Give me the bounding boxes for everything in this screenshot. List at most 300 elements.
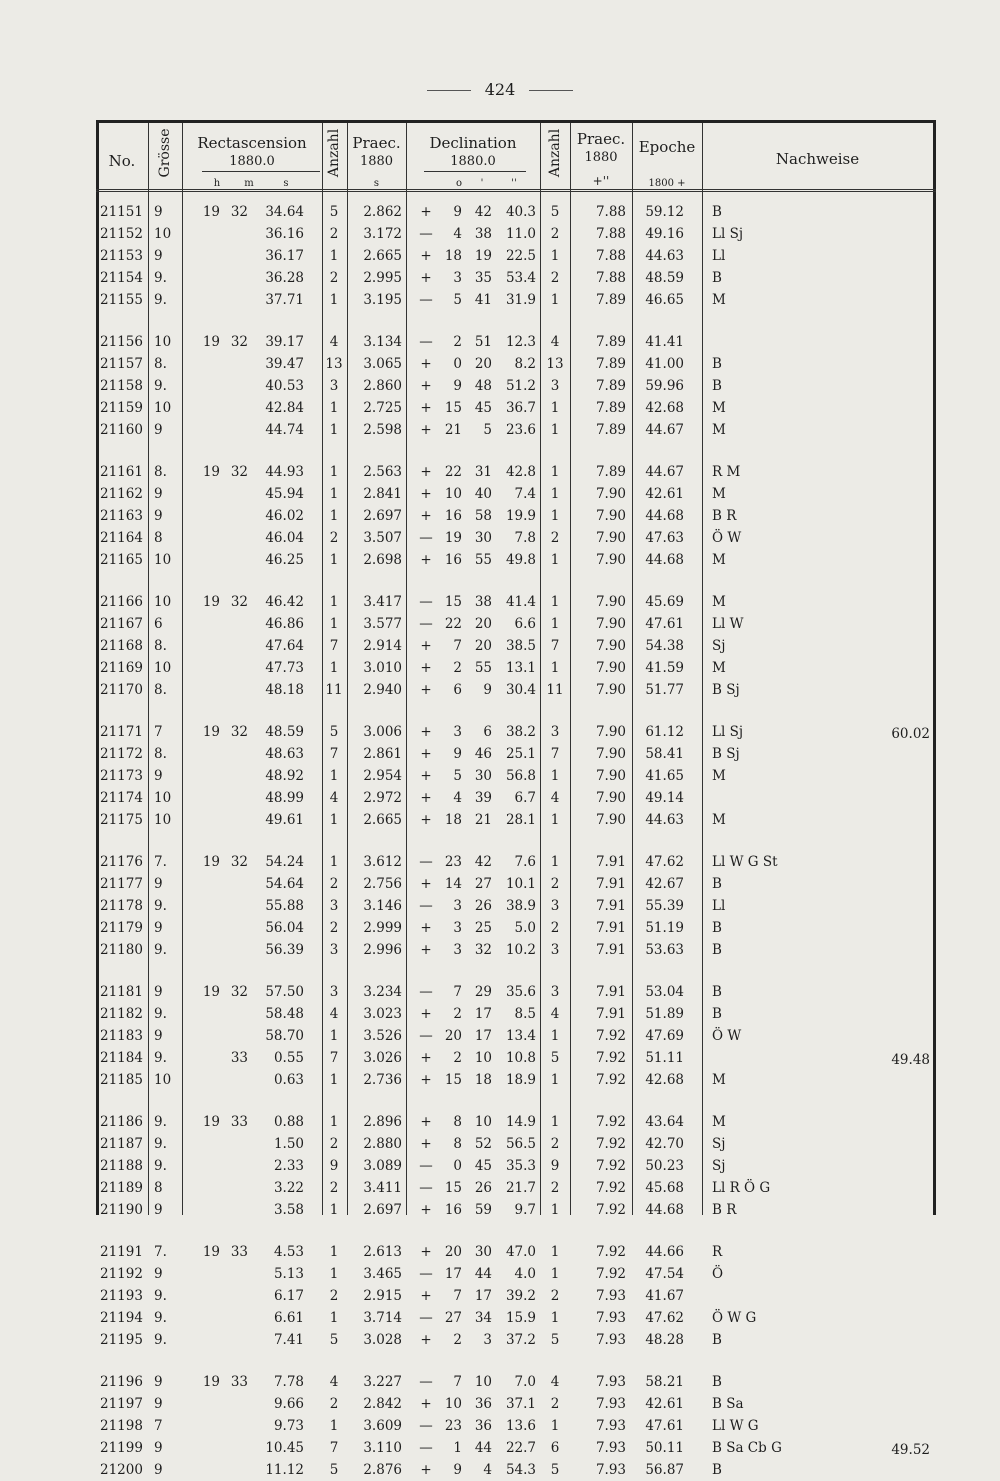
observation-count: 1 xyxy=(329,552,339,568)
declination-sign: + xyxy=(420,942,432,958)
declination-precession: 7.89 xyxy=(595,334,626,350)
references: Ll xyxy=(712,898,726,914)
declination-seconds: 28.1 xyxy=(505,812,536,828)
ra-seconds: 48.63 xyxy=(265,746,304,762)
observation-count-2: 1 xyxy=(550,1418,560,1434)
column-rule xyxy=(570,123,571,1215)
ra-precession: 2.725 xyxy=(363,400,402,416)
epoch: 44.63 xyxy=(645,248,684,264)
magnitude: 9. xyxy=(154,1006,167,1022)
declination-precession: 7.93 xyxy=(595,1288,626,1304)
ra-hours: 19 xyxy=(202,724,220,740)
epoch: 41.41 xyxy=(645,334,684,350)
declination-sign: + xyxy=(420,378,432,394)
page-number xyxy=(0,80,1000,99)
catalogue-number: 21173 xyxy=(100,768,143,784)
references: B Sa xyxy=(712,1396,744,1412)
references: B xyxy=(712,876,722,892)
observation-count: 5 xyxy=(329,204,339,220)
references: Ll Sj xyxy=(712,724,744,740)
ra-precession: 3.227 xyxy=(363,1374,402,1390)
references: Sj xyxy=(712,1158,726,1174)
ra-header-rule xyxy=(202,171,320,172)
references: B xyxy=(712,984,722,1000)
observation-count: 1 xyxy=(329,660,339,676)
declination-degrees: 23 xyxy=(444,1418,462,1434)
catalogue-number: 21191 xyxy=(100,1244,143,1260)
ra-seconds: 46.42 xyxy=(265,594,304,610)
ra-minutes: 33 xyxy=(230,1050,248,1066)
observation-count-2: 2 xyxy=(550,1180,560,1196)
declination-minutes: 6 xyxy=(483,724,492,740)
observation-count: 9 xyxy=(329,1158,339,1174)
ra-seconds: 44.93 xyxy=(265,464,304,480)
declination-seconds: 15.9 xyxy=(505,1310,536,1326)
declination-sign: — xyxy=(419,1158,433,1174)
observation-count-2: 9 xyxy=(550,1158,560,1174)
ra-seconds: 5.13 xyxy=(273,1266,304,1282)
magnitude: 8. xyxy=(154,638,167,654)
declination-precession: 7.92 xyxy=(595,1072,626,1088)
header-ra-unit-s: s xyxy=(283,178,289,189)
declination-seconds: 6.7 xyxy=(514,790,536,806)
declination-minutes: 21 xyxy=(474,812,492,828)
ra-seconds: 10.45 xyxy=(265,1440,304,1456)
declination-minutes: 18 xyxy=(474,1072,492,1088)
epoch: 51.11 xyxy=(645,1050,684,1066)
declination-degrees: 16 xyxy=(444,552,462,568)
observation-count: 4 xyxy=(329,790,339,806)
epoch: 42.68 xyxy=(645,400,684,416)
epoch: 42.70 xyxy=(645,1136,684,1152)
magnitude: 9. xyxy=(154,292,167,308)
observation-count: 2 xyxy=(329,920,339,936)
declination-sign: + xyxy=(420,400,432,416)
declination-degrees: 4 xyxy=(453,790,462,806)
declination-precession: 7.91 xyxy=(595,876,626,892)
declination-seconds: 51.2 xyxy=(505,378,536,394)
observation-count: 1 xyxy=(329,1072,339,1088)
observation-count: 3 xyxy=(329,378,339,394)
catalogue-number: 21186 xyxy=(100,1114,143,1130)
catalogue-number: 21190 xyxy=(100,1202,143,1218)
declination-sign: — xyxy=(419,898,433,914)
ra-precession: 2.862 xyxy=(363,204,402,220)
declination-minutes: 4 xyxy=(483,1462,492,1478)
references: B Sa Cb G xyxy=(712,1440,782,1456)
column-rule xyxy=(632,123,633,1215)
ra-seconds: 1.50 xyxy=(273,1136,304,1152)
observation-count-2: 2 xyxy=(550,1396,560,1412)
ra-precession: 3.028 xyxy=(363,1332,402,1348)
declination-sign: + xyxy=(420,1050,432,1066)
margin-note: 49.48 xyxy=(891,1052,930,1068)
ra-precession: 3.006 xyxy=(363,724,402,740)
catalogue-number: 21174 xyxy=(100,790,143,806)
ra-seconds: 56.04 xyxy=(265,920,304,936)
epoch: 58.41 xyxy=(645,746,684,762)
epoch: 58.21 xyxy=(645,1374,684,1390)
references: B R xyxy=(712,508,737,524)
ra-precession: 3.134 xyxy=(363,334,402,350)
references: Sj xyxy=(712,1136,726,1152)
declination-seconds: 39.2 xyxy=(505,1288,536,1304)
ra-seconds: 48.92 xyxy=(265,768,304,784)
epoch: 42.61 xyxy=(645,1396,684,1412)
epoch: 47.61 xyxy=(645,616,684,632)
declination-degrees: 15 xyxy=(444,400,462,416)
column-rule xyxy=(702,123,703,1215)
header-ra: Rectascension xyxy=(197,134,307,152)
ra-precession: 2.563 xyxy=(363,464,402,480)
references: M xyxy=(712,422,726,438)
declination-sign: + xyxy=(420,682,432,698)
observation-count: 3 xyxy=(329,898,339,914)
magnitude: 9 xyxy=(154,1266,163,1282)
observation-count: 5 xyxy=(329,1462,339,1478)
declination-seconds: 35.6 xyxy=(505,984,536,1000)
observation-count-2: 1 xyxy=(550,464,560,480)
references: M xyxy=(712,292,726,308)
declination-precession: 7.92 xyxy=(595,1244,626,1260)
declination-sign: + xyxy=(420,746,432,762)
ra-seconds: 4.53 xyxy=(273,1244,304,1260)
ra-seconds: 46.86 xyxy=(265,616,304,632)
references: Ö W G xyxy=(712,1310,757,1326)
ra-precession: 3.195 xyxy=(363,292,402,308)
catalogue-number: 21153 xyxy=(100,248,143,264)
ra-minutes: 32 xyxy=(230,594,248,610)
declination-precession: 7.92 xyxy=(595,1158,626,1174)
declination-degrees: 9 xyxy=(453,1462,462,1478)
magnitude: 10 xyxy=(154,334,172,350)
epoch: 49.14 xyxy=(645,790,684,806)
catalogue-number: 21160 xyxy=(100,422,143,438)
catalogue-number: 21185 xyxy=(100,1072,143,1088)
declination-seconds: 41.4 xyxy=(505,594,536,610)
declination-sign: — xyxy=(419,1418,433,1434)
declination-precession: 7.88 xyxy=(595,270,626,286)
ra-seconds: 44.74 xyxy=(265,422,304,438)
declination-minutes: 38 xyxy=(474,226,492,242)
epoch: 41.00 xyxy=(645,356,684,372)
magnitude: 10 xyxy=(154,790,172,806)
header-decl-unit-min: ' xyxy=(480,178,484,189)
magnitude: 10 xyxy=(154,812,172,828)
declination-minutes: 3 xyxy=(483,1332,492,1348)
catalogue-number: 21165 xyxy=(100,552,143,568)
magnitude: 9 xyxy=(154,1374,163,1390)
declination-degrees: 3 xyxy=(453,724,462,740)
epoch: 44.66 xyxy=(645,1244,684,1260)
ra-seconds: 54.24 xyxy=(265,854,304,870)
catalogue-number: 21179 xyxy=(100,920,143,936)
ra-precession: 2.736 xyxy=(363,1072,402,1088)
observation-count-2: 5 xyxy=(550,1462,560,1478)
magnitude: 9. xyxy=(154,1050,167,1066)
declination-minutes: 40 xyxy=(474,486,492,502)
ra-seconds: 34.64 xyxy=(265,204,304,220)
ra-precession: 2.999 xyxy=(363,920,402,936)
declination-minutes: 27 xyxy=(474,876,492,892)
observation-count-2: 1 xyxy=(550,292,560,308)
catalogue-number: 21183 xyxy=(100,1028,143,1044)
catalogue-number: 21178 xyxy=(100,898,143,914)
magnitude: 9. xyxy=(154,378,167,394)
references: M xyxy=(712,486,726,502)
epoch: 42.67 xyxy=(645,876,684,892)
declination-precession: 7.90 xyxy=(595,552,626,568)
catalogue-number: 21180 xyxy=(100,942,143,958)
epoch: 47.69 xyxy=(645,1028,684,1044)
declination-minutes: 31 xyxy=(474,464,492,480)
ra-precession: 3.146 xyxy=(363,898,402,914)
ra-seconds: 11.12 xyxy=(265,1462,304,1478)
references: M xyxy=(712,594,726,610)
references: M xyxy=(712,1072,726,1088)
declination-minutes: 45 xyxy=(474,1158,492,1174)
observation-count-2: 2 xyxy=(550,530,560,546)
declination-degrees: 2 xyxy=(453,1006,462,1022)
declination-sign: + xyxy=(420,790,432,806)
ra-hours: 19 xyxy=(202,1244,220,1260)
ra-precession: 3.023 xyxy=(363,1006,402,1022)
magnitude: 8. xyxy=(154,746,167,762)
declination-seconds: 36.7 xyxy=(505,400,536,416)
ra-seconds: 46.25 xyxy=(265,552,304,568)
declination-degrees: 8 xyxy=(453,1136,462,1152)
observation-count: 1 xyxy=(329,464,339,480)
magnitude: 9. xyxy=(154,1332,167,1348)
observation-count-2: 2 xyxy=(550,1288,560,1304)
observation-count-2: 6 xyxy=(550,1440,560,1456)
observation-count-2: 1 xyxy=(550,400,560,416)
references: M xyxy=(712,660,726,676)
magnitude: 9. xyxy=(154,1158,167,1174)
ra-seconds: 47.73 xyxy=(265,660,304,676)
declination-sign: — xyxy=(419,1266,433,1282)
declination-minutes: 30 xyxy=(474,768,492,784)
references: Ö W xyxy=(712,1028,742,1044)
declination-degrees: 3 xyxy=(453,270,462,286)
magnitude: 7 xyxy=(154,1418,163,1434)
ra-precession: 2.972 xyxy=(363,790,402,806)
ra-seconds: 36.16 xyxy=(265,226,304,242)
ra-precession: 2.598 xyxy=(363,422,402,438)
declination-minutes: 30 xyxy=(474,530,492,546)
epoch: 47.54 xyxy=(645,1266,684,1282)
declination-degrees: 2 xyxy=(453,334,462,350)
declination-seconds: 7.0 xyxy=(514,1374,536,1390)
declination-precession: 7.90 xyxy=(595,746,626,762)
declination-sign: + xyxy=(420,768,432,784)
declination-sign: + xyxy=(420,270,432,286)
observation-count: 5 xyxy=(329,724,339,740)
declination-precession: 7.91 xyxy=(595,942,626,958)
declination-seconds: 13.4 xyxy=(505,1028,536,1044)
references: B xyxy=(712,270,722,286)
declination-degrees: 2 xyxy=(453,1050,462,1066)
ra-precession: 3.065 xyxy=(363,356,402,372)
declination-minutes: 44 xyxy=(474,1440,492,1456)
epoch: 50.11 xyxy=(645,1440,684,1456)
references: R M xyxy=(712,464,741,480)
magnitude: 7. xyxy=(154,1244,167,1260)
declination-degrees: 21 xyxy=(444,422,462,438)
declination-precession: 7.91 xyxy=(595,898,626,914)
declination-minutes: 26 xyxy=(474,1180,492,1196)
ra-seconds: 3.22 xyxy=(273,1180,304,1196)
epoch: 59.12 xyxy=(645,204,684,220)
ra-seconds: 9.66 xyxy=(273,1396,304,1412)
observation-count-2: 1 xyxy=(550,552,560,568)
declination-degrees: 15 xyxy=(444,1180,462,1196)
header-anzahl: Anzahl xyxy=(326,128,342,178)
ra-precession: 2.896 xyxy=(363,1114,402,1130)
observation-count: 1 xyxy=(329,812,339,828)
observation-count-2: 3 xyxy=(550,898,560,914)
magnitude: 9 xyxy=(154,204,163,220)
observation-count-2: 1 xyxy=(550,508,560,524)
observation-count: 3 xyxy=(329,942,339,958)
observation-count-2: 2 xyxy=(550,270,560,286)
declination-precession: 7.91 xyxy=(595,984,626,1000)
header-decl-epoch: 1880.0 xyxy=(450,154,496,169)
declination-seconds: 13.1 xyxy=(505,660,536,676)
declination-sign: + xyxy=(420,660,432,676)
declination-seconds: 8.2 xyxy=(514,356,536,372)
magnitude: 10 xyxy=(154,226,172,242)
ra-seconds: 39.17 xyxy=(265,334,304,350)
observation-count-2: 1 xyxy=(550,1310,560,1326)
observation-count: 2 xyxy=(329,876,339,892)
catalogue-number: 21157 xyxy=(100,356,143,372)
observation-count: 1 xyxy=(329,1114,339,1130)
declination-seconds: 7.6 xyxy=(514,854,536,870)
declination-precession: 7.91 xyxy=(595,1006,626,1022)
declination-seconds: 38.9 xyxy=(505,898,536,914)
catalogue-number: 21151 xyxy=(100,204,143,220)
column-rule xyxy=(347,123,348,1215)
references: Sj xyxy=(712,638,726,654)
declination-precession: 7.89 xyxy=(595,356,626,372)
declination-degrees: 14 xyxy=(444,876,462,892)
ra-minutes: 32 xyxy=(230,204,248,220)
references: Ll W G St xyxy=(712,854,778,870)
ra-precession: 2.613 xyxy=(363,1244,402,1260)
magnitude: 9. xyxy=(154,1288,167,1304)
ra-precession: 2.842 xyxy=(363,1396,402,1412)
declination-seconds: 37.1 xyxy=(505,1396,536,1412)
header-praec-2-year: 1880 xyxy=(584,150,618,165)
observation-count-2: 1 xyxy=(550,768,560,784)
declination-precession: 7.92 xyxy=(595,1114,626,1130)
ra-precession: 3.526 xyxy=(363,1028,402,1044)
epoch: 45.68 xyxy=(645,1180,684,1196)
ra-precession: 2.880 xyxy=(363,1136,402,1152)
declination-seconds: 22.5 xyxy=(505,248,536,264)
declination-seconds: 18.9 xyxy=(505,1072,536,1088)
catalogue-number: 21158 xyxy=(100,378,143,394)
declination-precession: 7.91 xyxy=(595,854,626,870)
references: M xyxy=(712,552,726,568)
ra-seconds: 49.61 xyxy=(265,812,304,828)
declination-degrees: 7 xyxy=(453,1288,462,1304)
ra-precession: 3.010 xyxy=(363,660,402,676)
declination-degrees: 8 xyxy=(453,1114,462,1130)
observation-count-2: 1 xyxy=(550,616,560,632)
declination-minutes: 10 xyxy=(474,1374,492,1390)
declination-minutes: 17 xyxy=(474,1288,492,1304)
observation-count-2: 1 xyxy=(550,1266,560,1282)
magnitude: 8. xyxy=(154,682,167,698)
observation-count-2: 1 xyxy=(550,486,560,502)
magnitude: 9 xyxy=(154,1028,163,1044)
declination-sign: — xyxy=(419,334,433,350)
declination-sign: + xyxy=(420,1136,432,1152)
declination-degrees: 10 xyxy=(444,486,462,502)
ra-precession: 2.841 xyxy=(363,486,402,502)
magnitude: 7 xyxy=(154,724,163,740)
declination-degrees: 18 xyxy=(444,248,462,264)
ra-seconds: 42.84 xyxy=(265,400,304,416)
ra-seconds: 9.73 xyxy=(273,1418,304,1434)
observation-count: 4 xyxy=(329,1374,339,1390)
declination-seconds: 6.6 xyxy=(514,616,536,632)
declination-seconds: 5.0 xyxy=(514,920,536,936)
declination-precession: 7.92 xyxy=(595,1202,626,1218)
observation-count: 1 xyxy=(329,768,339,784)
ra-hours: 19 xyxy=(202,204,220,220)
declination-minutes: 10 xyxy=(474,1114,492,1130)
ra-seconds: 57.50 xyxy=(265,984,304,1000)
epoch: 47.62 xyxy=(645,1310,684,1326)
declination-degrees: 16 xyxy=(444,508,462,524)
ra-minutes: 32 xyxy=(230,854,248,870)
declination-minutes: 17 xyxy=(474,1028,492,1044)
catalogue-number: 21200 xyxy=(100,1462,143,1478)
declination-precession: 7.91 xyxy=(595,920,626,936)
catalogue-number: 21162 xyxy=(100,486,143,502)
magnitude: 8. xyxy=(154,356,167,372)
observation-count: 11 xyxy=(325,682,343,698)
ra-precession: 2.861 xyxy=(363,746,402,762)
references: Ll W xyxy=(712,616,744,632)
ra-seconds: 40.53 xyxy=(265,378,304,394)
magnitude: 9. xyxy=(154,1136,167,1152)
header-decl-unit-deg: o xyxy=(455,178,463,189)
magnitude: 10 xyxy=(154,400,172,416)
epoch: 41.67 xyxy=(645,1288,684,1304)
observation-count: 2 xyxy=(329,1136,339,1152)
epoch: 54.38 xyxy=(645,638,684,654)
ra-precession: 3.507 xyxy=(363,530,402,546)
observation-count: 1 xyxy=(329,248,339,264)
ra-precession: 3.714 xyxy=(363,1310,402,1326)
declination-precession: 7.90 xyxy=(595,616,626,632)
observation-count: 1 xyxy=(329,616,339,632)
catalogue-number: 21163 xyxy=(100,508,143,524)
epoch: 61.12 xyxy=(645,724,684,740)
ra-precession: 2.940 xyxy=(363,682,402,698)
declination-minutes: 41 xyxy=(474,292,492,308)
observation-count-2: 2 xyxy=(550,876,560,892)
ra-seconds: 0.55 xyxy=(273,1050,304,1066)
declination-sign: + xyxy=(420,1462,432,1478)
declination-precession: 7.92 xyxy=(595,1028,626,1044)
declination-minutes: 48 xyxy=(474,378,492,394)
observation-count-2: 4 xyxy=(550,1006,560,1022)
